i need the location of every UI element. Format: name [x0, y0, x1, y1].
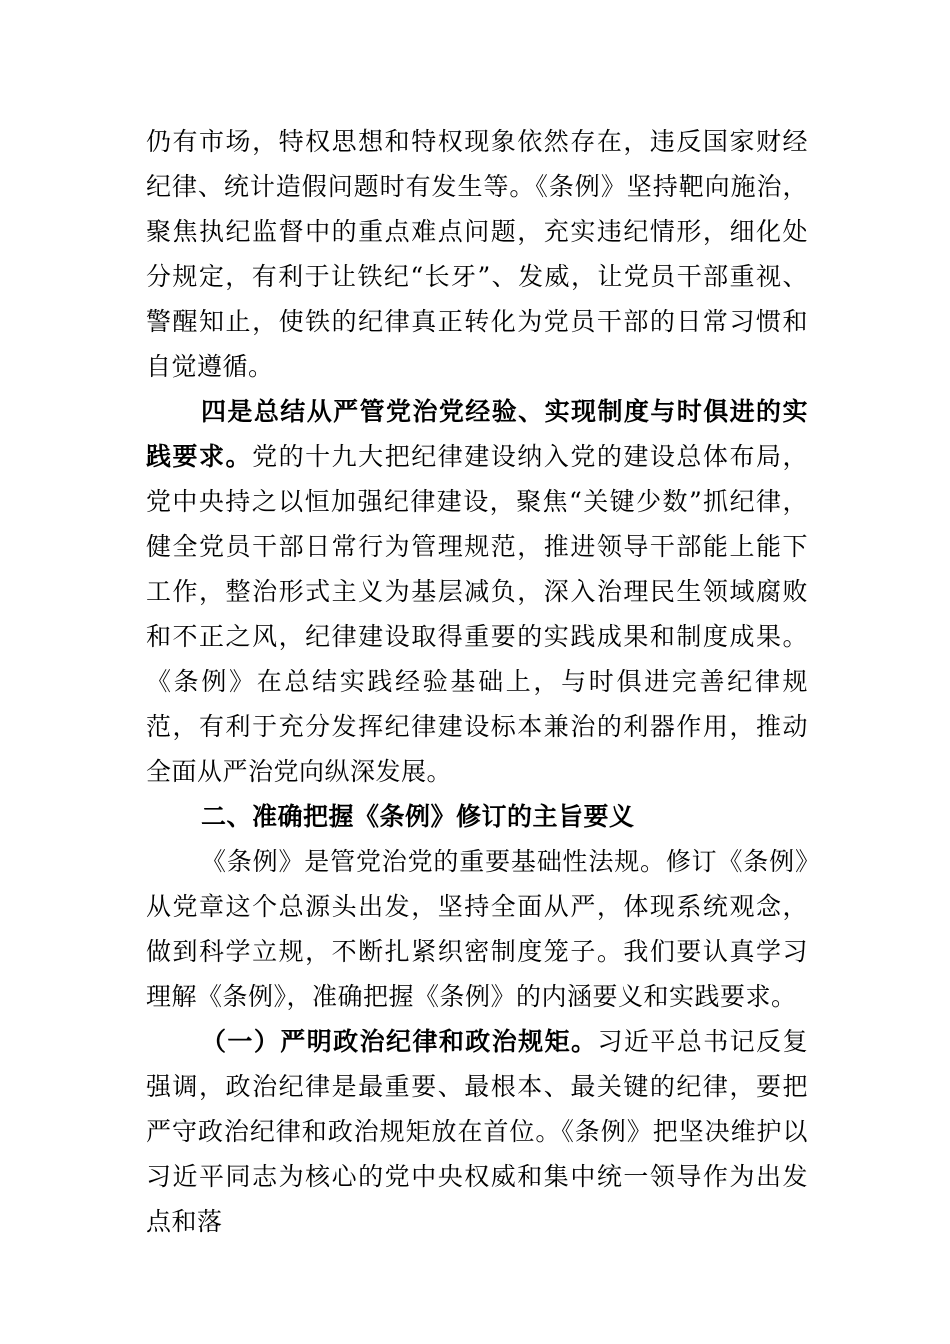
document-body [146, 119, 808, 1244]
subsection-lead-bold: （一）严明政治纪律和政治规矩。 [201, 1027, 598, 1056]
paragraph-point-four [146, 389, 808, 794]
paragraph-body: 党的十九大把纪律建设纳入党的建设总体布局，党中央持之以恒加强纪律建设，聚焦“关键少数”抓纪律，健全党员干部日常行为管理规范，推进领导干部能上能下工作，整治形式主义为基层减负，深入治理民生领域腐败和不正之风，纪律建设取得重要的实践成果和制度成果。《条例》在总结实践经验基础上，与时俱进完善纪律规范，有利于充分发挥纪律建设标本兼治的利器作用，推动全面从严治党向纵深发展。 [146, 442, 808, 786]
paragraph-section-intro: 《条例》是管党治党的重要基础性法规。修订《条例》从党章这个总源头出发，坚持全面从严，体现系统观念，做到科学立规，不断扎紧织密制度笼子。我们要认真学习理解《条例》，准确把握《条例》的内涵要义和实践要求。 [146, 847, 808, 1011]
paragraph-body: 习近平总书记反复强调，政治纪律是最重要、最根本、最关键的纪律，要把严守政治纪律和政治规矩放在首位。《条例》把坚决维护以习近平同志为核心的党中央权威和集中统一领导作为出发点和落 [146, 1027, 808, 1236]
paragraph-subsection-one [146, 1019, 808, 1244]
section-heading: 二、准确把握《条例》修订的主旨要义 [201, 802, 635, 831]
paragraph-continuation: 仍有市场，特权思想和特权现象依然存在，违反国家财经纪律、统计造假问题时有发生等。《条例》坚持靶向施治，聚焦执纪监督中的重点难点问题，充实违纪情形，细化处分规定，有利于让铁纪“长牙”、发威，让党员干部重视、警醒知止，使铁的纪律真正转化为党员干部的日常习惯和自觉遵循。 [146, 127, 808, 381]
paragraph-lead-bold: 四是总结从严管党治党经验、实现制度与时俱进的实践要求。 [146, 397, 808, 471]
